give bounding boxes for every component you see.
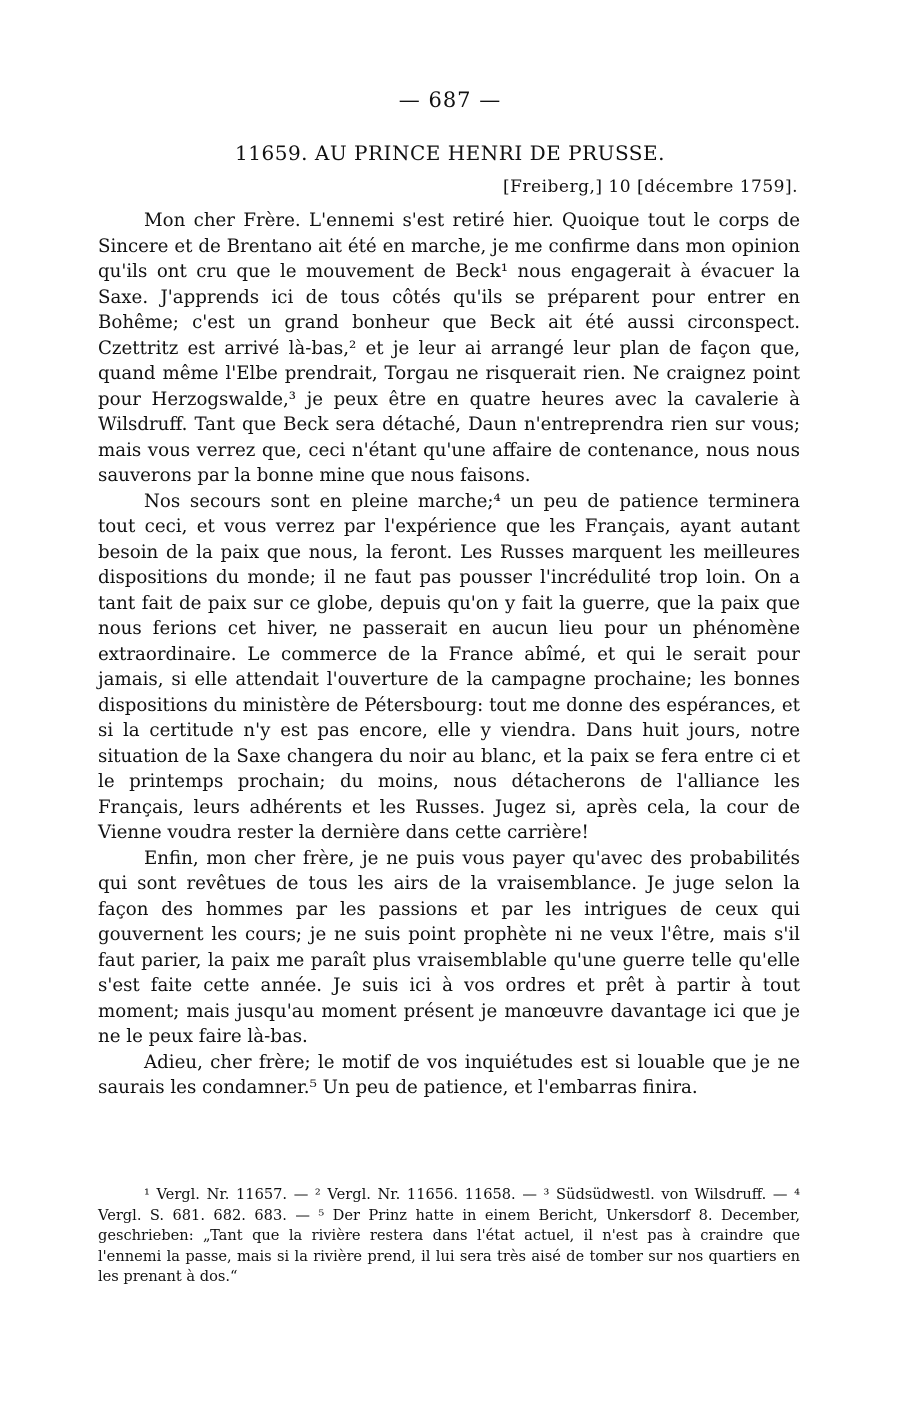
footnote-text: ¹ Vergl. Nr. 11657. — ² Vergl. Nr. 11656. 11658. — ³ Südsüdwestl. von Wilsdruff. — ⁴ Vergl. S. 681. 682. 683. — ⁵ Der Prinz hatte in einem Bericht, Unkersdorf 8. December, geschrieben: „Tant que la rivière restera dans l'état actuel, il n'est pas à craindre que l'ennemi la passe, mais si la rivière prend, il lui sera très aisé de tomber sur nos quartiers en les prenant à dos.“ [98, 1186, 800, 1285]
letter-heading: 11659. AU PRINCE HENRI DE PRUSSE. [235, 141, 665, 165]
paragraph-1: Mon cher Frère. L'ennemi s'est retiré hier. Quoique tout le corps de Sincere et de Brentano ait été en marche, je me confirme dans mon opinion qu'ils ont cru que le mouvement de Beck¹ nous engagerait à évacuer la Saxe. J'apprends ici de tous côtés qu'ils se préparent pour entrer en Bohême; c'est un grand bonheur que Beck ait été aussi circonspect. Czettritz est arrivé là-bas,² et je leur ai arrangé leur plan de façon que, quand même l'Elbe prendrait, Torgau ne risquerait rien. Ne craignez point pour Herzogswalde,³ je peux être en quatre heures avec la cavalerie à Wilsdruff. Tant que Beck sera détaché, Daun n'entreprendra rien sur vous; mais vous verrez que, ceci n'étant qu'une affaire de contenance, nous nous sauverons par la bonne mine que nous faisons. [98, 210, 800, 486]
dateline: [Freiberg,] 10 [décembre 1759]. [502, 177, 798, 197]
paragraph-3: Enfin, mon cher frère, je ne puis vous payer qu'avec des probabilités qui sont revêtues de tous les airs de la vraisemblance. Je juge selon la façon des hommes par les passions et par les intrigues de ceux qui gouvernent les cours; je ne suis point prophète ni ne veux l'être, mais s'il faut parier, la paix me paraît plus vraisemblable qu'une guerre telle qu'elle s'est faite cette année. Je suis ici à vos ordres et prêt à partir à tout moment; mais jusqu'au moment présent je manœuvre davantage ici que je ne le peux faire là-bas. [98, 847, 800, 1047]
paragraph-2: Nos secours sont en pleine marche;⁴ un peu de patience terminera tout ceci, et vous verrez par l'expérience que les Français, ayant autant besoin de la paix que nous, la feront. Les Russes marquent les meilleures dispositions du monde; il ne faut pas pousser l'incrédulité trop loin. On a tant fait de paix sur ce globe, depuis qu'on y fait la guerre, que la paix que nous ferions cet hiver, ne passerait en aucun lieu pour un phénomène extraordinaire. Le commerce de la France abîmé, et qui le serait pour jamais, si elle attendait l'ouverture de la campagne prochaine; les bonnes dispositions du ministère de Pétersbourg: tout me donne des espérances, et si la certitude n'y est pas encore, elle y viendra. Dans huit jours, notre situation de la Saxe changera du noir au blanc, et la paix se fera entre ci et le printemps prochain; du moins, nous détacherons de l'alliance les Français, leurs adhérents et les Russes. Jugez si, après cela, la cour de Vienne voudra rester la dernière dans cette carrière! [98, 490, 800, 843]
page-number: — 687 — [398, 88, 502, 112]
letter-body [98, 208, 800, 1101]
footnotes [98, 1185, 800, 1288]
paragraph-4: Adieu, cher frère; le motif de vos inquiétudes est si louable que je ne saurais les condamner.⁵ Un peu de patience, et l'embarras finira. [98, 1051, 800, 1098]
